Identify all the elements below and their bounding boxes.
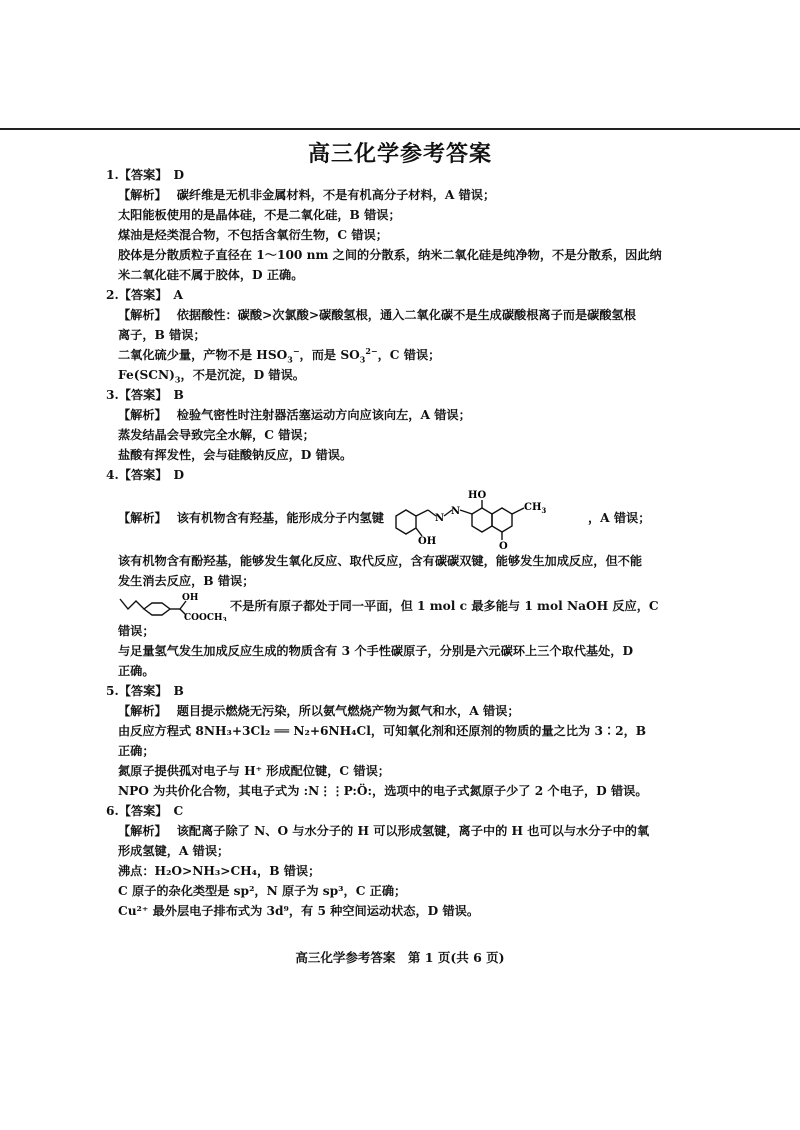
q1-line: 米二氧化硅不属于胶体，D 正确。 (118, 268, 304, 282)
question-5 (106, 681, 696, 801)
q3-number: 3. (106, 388, 119, 402)
question-3 (106, 385, 696, 465)
q5-line: 题目提示燃烧无污染，所以氨气燃烧产物为氮气和水，A 错误； (176, 704, 520, 718)
q1-line: 胶体是分散质粒子直径在 1～100 nm 之间的分散系，纳米二氧化硅是纯净物，不是分散系，因此纳 (118, 248, 662, 262)
molecule-structure-image (388, 486, 584, 550)
q5-line: NPO 为共价化合物，其电子式为 :N⋮⋮P:Ö:，选项中的电子式氮原子少了 2 个电子，D 错误。 (118, 784, 648, 798)
question-1 (106, 165, 696, 285)
q4-answer-tag: 【答案】 (118, 468, 168, 482)
q2-answer-tag: 【答案】 (118, 288, 168, 302)
q3-answer: B (173, 388, 184, 402)
q4-line: 与足量氢气发生加成反应生成的物质含有 3 个手性碳原子，分别是六元碳环上三个取代基处，D (118, 644, 634, 658)
q3-line: 检验气密性时注射器活塞运动方向应该向左，A 错误； (176, 408, 471, 422)
q2-answer: A (173, 288, 183, 302)
question-6 (106, 801, 696, 921)
q4-line: 发生消去反应，B 错误； (118, 574, 255, 588)
q2-analysis-tag: 【解析】 (118, 308, 167, 322)
svg-text:HO: HO (467, 490, 487, 501)
svg-text:OH: OH (182, 593, 199, 603)
q5-line: 氮原子提供孤对电子与 H⁺ 形成配位键，C 错误； (118, 764, 390, 778)
q6-line: C 原子的杂化类型是 sp²，N 原子为 sp³，C 正确； (118, 884, 407, 898)
q6-line: Cu²⁺ 最外层电子排布式为 3d⁹，有 5 种空间运动状态，D 错误。 (118, 904, 480, 918)
q6-line: 沸点：H₂O>NH₃>CH₄，B 错误； (118, 864, 321, 878)
q1-number: 1. (106, 168, 119, 182)
q4-number: 4. (106, 468, 119, 482)
q4-line: 不是所有原子都处于同一平面，但 1 mol c 最多能与 1 mol NaOH 反应，C (230, 599, 659, 613)
q1-line: 碳纤维是无机非金属材料，不是有机高分子材料，A 错误； (176, 188, 496, 202)
q6-answer-tag: 【答案】 (118, 804, 168, 818)
q1-answer-tag: 【答案】 (118, 168, 168, 182)
svg-text:COOCH3: $COOCH_3$ (184, 613, 227, 621)
q5-answer-tag: 【答案】 (118, 684, 168, 698)
q4-structure-row (106, 485, 696, 551)
q4-analysis-tag: 【解析】 (118, 511, 167, 525)
q6-answer: C (173, 804, 184, 818)
q1-answer: D (173, 168, 185, 182)
svg-text:OH: OH (417, 536, 437, 547)
svg-text:N: N (434, 513, 445, 524)
q4-line: 正确。 (118, 664, 155, 678)
q4-structure-line (106, 591, 696, 621)
q3-analysis-tag: 【解析】 (118, 408, 167, 422)
page-title: 高三化学参考答案 (307, 142, 492, 167)
q2-number: 2. (106, 288, 119, 302)
q2-line: 离子，B 错误； (118, 328, 206, 342)
organic-compound-image (118, 591, 230, 621)
q4-line: 该有机物含有酚羟基，能够发生氧化反应、取代反应，含有碳碳双键，能够发生加成反应，但不能 (118, 554, 643, 568)
q4-answer: D (173, 468, 185, 482)
svg-text:O: O (498, 541, 508, 550)
q2-line: 依据酸性：碳酸>次氯酸>碳酸氢根，通入二氧化碳不是生成碳酸根离子而是碳酸氢根 (176, 308, 636, 322)
q6-number: 6. (106, 804, 119, 818)
q4-struct-text: 该有机物含有羟基，能形成分子内氢键 (176, 511, 384, 525)
q5-answer: B (173, 684, 184, 698)
svg-text:CH3: $CH_3$ (523, 502, 547, 515)
q6-analysis-tag: 【解析】 (118, 824, 167, 838)
q6-line: 该配离子除了 N、O 与水分子的 H 可以形成氢键，离子中的 H 也可以与水分子中的氧 (176, 824, 650, 838)
q5-line: 由反应方程式 8NH₃+3Cl₂ ══ N₂+6NH₄Cl，可知氧化剂和还原剂的物质的量之比为 3∶2，B (118, 724, 647, 738)
q1-line: 煤油是烃类混合物，不包括含氧衍生物，C 错误； (118, 228, 388, 242)
q2-line: 二氧化硫少量，产物不是 $HSO_3^-$，而是 $SO_3^{2-}$，C 错误； (118, 345, 441, 365)
header-rule (0, 128, 800, 130)
svg-text:N: N (450, 506, 461, 517)
q6-line: 形成氢键，A 错误； (118, 844, 230, 858)
q4-line: 错误； (118, 624, 155, 638)
q5-line: 正确； (118, 744, 155, 758)
q1-analysis-tag: 【解析】 (118, 188, 167, 202)
q2-line: $Fe(SCN)_3$，不是沉淀，D 错误。 (118, 368, 305, 385)
q5-analysis-tag: 【解析】 (118, 704, 167, 718)
question-4 (106, 465, 696, 681)
page-footer: 高三化学参考答案 第 1 页(共 6 页) (295, 950, 505, 965)
question-2 (106, 285, 696, 385)
q1-line: 太阳能板使用的是晶体硅，不是二氧化硅，B 错误； (118, 208, 401, 222)
q3-answer-tag: 【答案】 (118, 388, 168, 402)
q3-line: 蒸发结晶会导致完全水解，C 错误； (118, 428, 315, 442)
answer-content (106, 165, 696, 921)
q3-line: 盐酸有挥发性，会与硅酸钠反应，D 错误。 (118, 448, 353, 462)
q5-number: 5. (106, 684, 119, 698)
q4-struct-suffix: ，A 错误； (587, 511, 651, 525)
